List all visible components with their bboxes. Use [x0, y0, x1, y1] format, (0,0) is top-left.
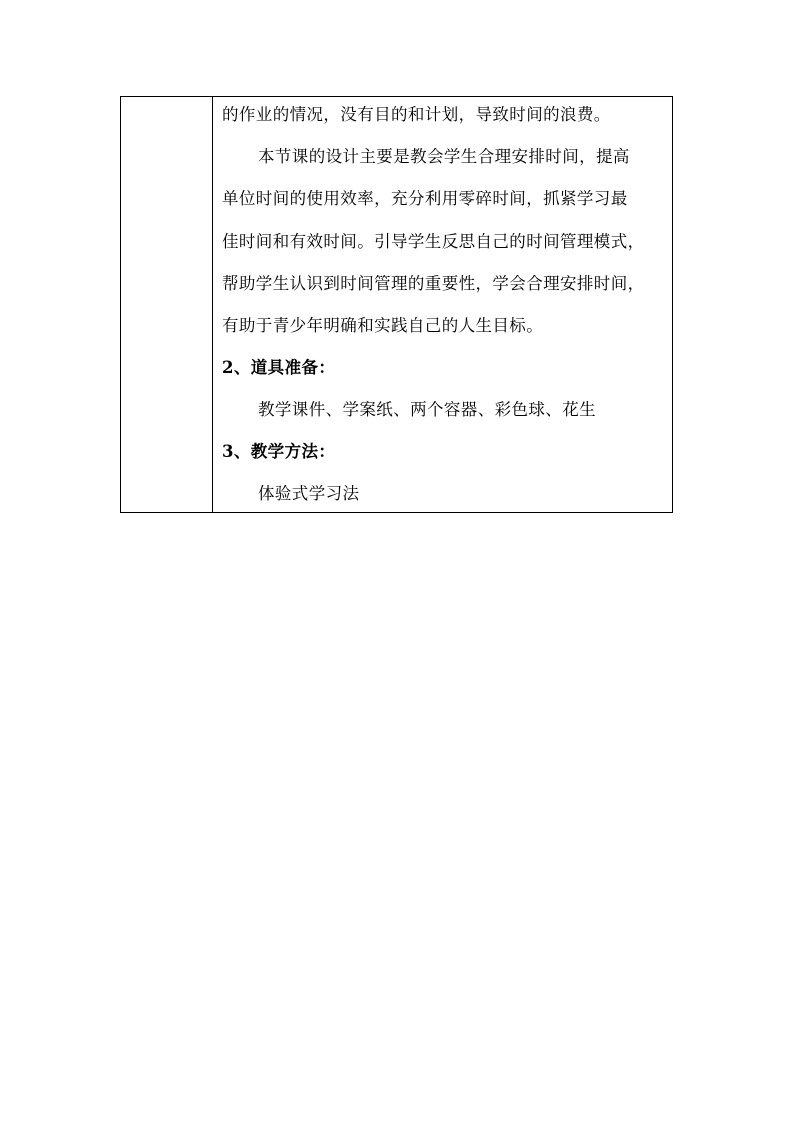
- label-column: [121, 97, 213, 512]
- design-paragraph-line-4: 帮助学生认识到时间管理的重要性，学会合理安排时间，: [222, 274, 645, 293]
- method-heading: 3、教学方法：: [222, 442, 336, 461]
- method-content: 体验式学习法: [258, 484, 360, 503]
- design-paragraph-line-2: 单位时间的使用效率，充分利用零碎时间，抓紧学习最: [222, 189, 628, 208]
- design-paragraph-line-1: 本节课的设计主要是教会学生合理安排时间，提高: [258, 147, 630, 166]
- props-list: 教学课件、学案纸、两个容器、彩色球、花生: [258, 400, 596, 419]
- props-heading: 2、道具准备：: [222, 358, 336, 377]
- lesson-plan-table: [120, 96, 673, 513]
- content-column: [214, 97, 672, 512]
- paragraph-continuation-line: 的作业的情况，没有目的和计划，导致时间的浪费。: [222, 105, 611, 124]
- design-paragraph-line-5: 有助于青少年明确和实践自己的人生目标。: [222, 316, 544, 335]
- design-paragraph-line-3: 佳时间和有效时间。引导学生反思自己的时间管理模式，: [222, 232, 645, 251]
